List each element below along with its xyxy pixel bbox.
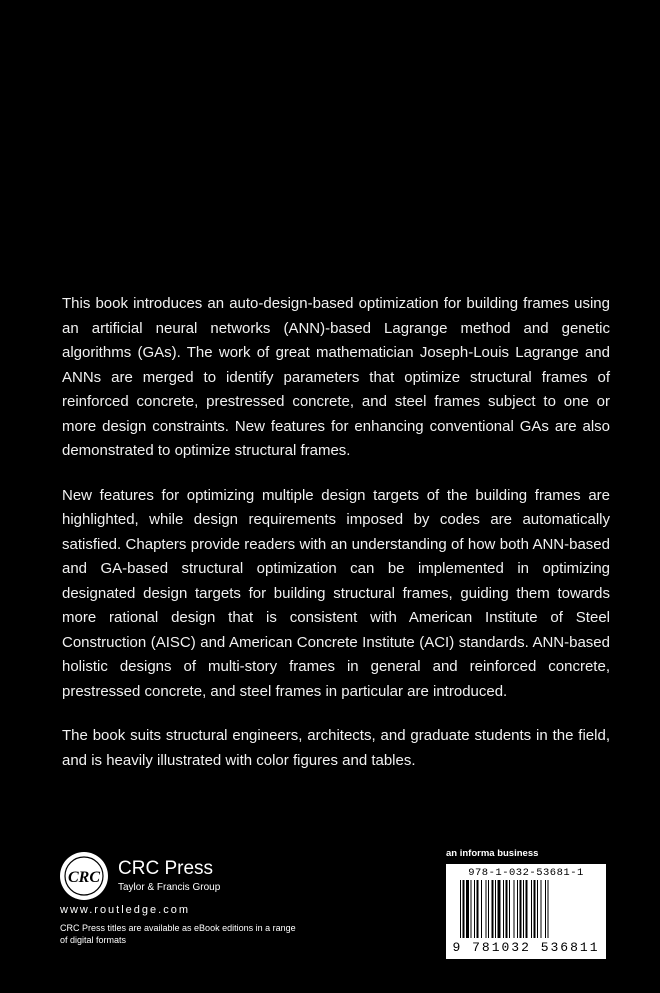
publisher-group: Taylor & Francis Group [118, 882, 221, 893]
crc-logo-text: CRC [67, 869, 101, 886]
blurb-paragraph-3: The book suits structural engineers, architects, and graduate students in the field, and is heavily illustrated with color figures and tables. [62, 727, 610, 769]
back-cover-blurb [62, 292, 610, 793]
isbn-barcode [446, 864, 606, 959]
ebook-note: CRC Press titles are available as eBook editions in a range of digital formats [60, 923, 296, 945]
blurb-paragraph-1: This book introduces an auto-design-based optimization for building frames using an artificial neural networks (ANN)-based Lagrange method and genetic algorithms (GAs). The work of great mathematician Joseph-Louis Lagrange and ANNs are merged to identify parameters that optimize structural frames of reinforced concrete, prestressed concrete, and steel frames subject to one or more design constraints. New features for enhancing conventional GAs are also demonstrated to optimize structural frames. [62, 295, 610, 459]
barcode-bars-icon [460, 880, 592, 938]
crc-logo-icon [60, 852, 108, 900]
isbn-number: 978-1-032-53681-1 [468, 867, 584, 879]
barcode-area [446, 848, 606, 959]
publisher-url[interactable]: www.routledge.com [60, 904, 190, 916]
blurb-paragraph-2: New features for optimizing multiple design targets of the building frames are highlighted, while design requirements imposed by codes are automatically satisfied. Chapters provide readers with an understanding of how both ANN-based and GA-based structural optimization can be implemented in optimizing designated design targets for building structural frames, guiding them towards more rational design that is consistent with American Institute of Steel Construction (AISC) and American Concrete Institute (ACI) standards. ANN-based holistic designs of multi-story frames in general and reinforced concrete, prestressed concrete, and steel frames in particular are introduced. [62, 486, 610, 700]
informa-tagline: an informa business [446, 848, 539, 859]
publisher-name: CRC Press [118, 858, 214, 879]
ean-digits: 9 781032 536811 [452, 940, 600, 955]
